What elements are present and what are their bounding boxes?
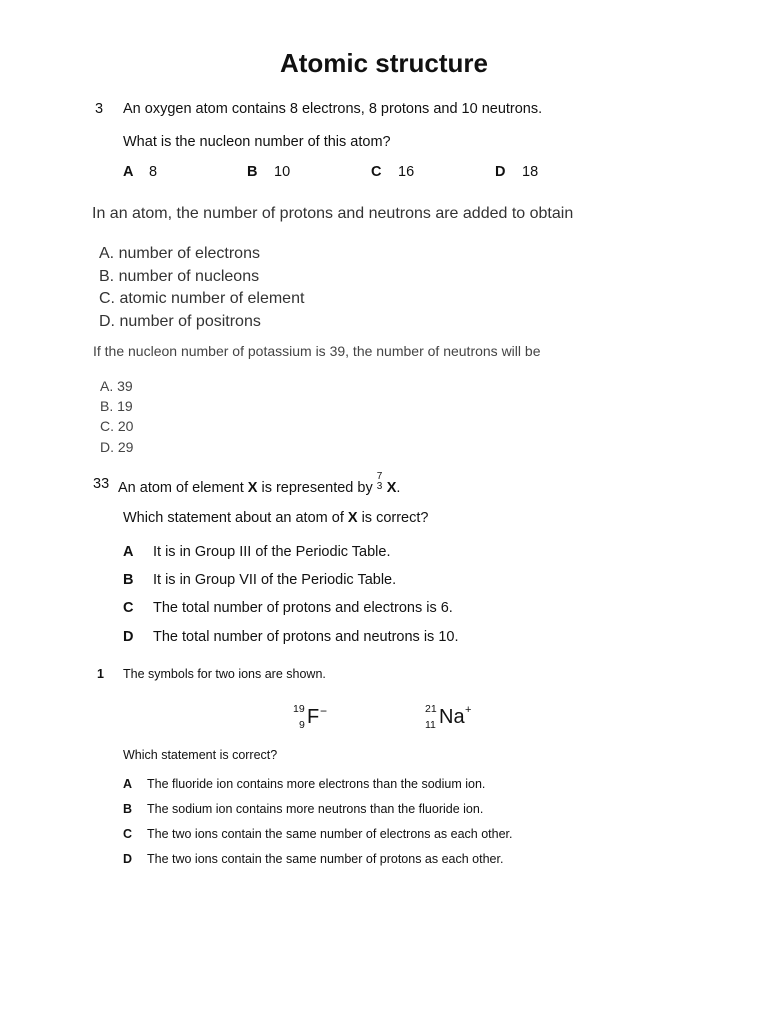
option-text: A. 39 — [100, 378, 133, 394]
option-text: The two ions contain the same number of protons as each other. — [147, 852, 504, 866]
option-text: D. 29 — [100, 439, 134, 455]
question-prompt: Which statement about an atom of X is correct? — [123, 510, 429, 526]
question-number: 33 — [93, 476, 110, 492]
sodium-ion-symbol: 21 11 Na + — [425, 703, 472, 731]
page-title: Atomic structure — [279, 48, 489, 78]
option-text: The fluoride ion contains more electrons than the sodium ion. — [147, 777, 486, 791]
option-letter: A — [123, 777, 133, 791]
option-letter: B — [123, 802, 133, 816]
option-text: The total number of protons and electrons is 6. — [153, 600, 453, 616]
option-text: C. 20 — [100, 418, 134, 434]
option-text: The sodium ion contains more neutrons than the fluoride ion. — [147, 802, 484, 816]
option-text: It is in Group III of the Periodic Table. — [153, 544, 391, 560]
option-text: The two ions contain the same number of electrons as each other. — [147, 827, 513, 841]
option-letter: C — [371, 164, 382, 180]
option-letter: D — [495, 164, 506, 180]
question-number: 3 — [95, 101, 104, 117]
option-text: 10 — [274, 164, 291, 180]
option-letter: C — [123, 600, 134, 616]
question-prompt: Which statement is correct? — [123, 748, 278, 762]
option-text: 18 — [522, 164, 539, 180]
option-letter: C — [123, 827, 133, 841]
option-text: 8 — [149, 164, 158, 180]
question-stem: The symbols for two ions are shown. — [123, 667, 326, 681]
option-text: C. atomic number of element — [99, 290, 305, 307]
option-text: B. 19 — [100, 398, 133, 414]
question-stem: An oxygen atom contains 8 electrons, 8 protons and 10 neutrons. — [123, 101, 543, 117]
option-letter: A — [123, 544, 134, 560]
option-letter: B — [123, 572, 134, 588]
option-letter: A — [123, 164, 134, 180]
question-stem: If the nucleon number of potassium is 39, the number of neutrons will be — [93, 343, 541, 359]
option-letter: B — [247, 164, 258, 180]
question-number: 1 — [97, 667, 104, 681]
option-text: D. number of positrons — [99, 313, 261, 330]
question-prompt: What is the nucleon number of this atom? — [123, 134, 391, 150]
option-text: A. number of electrons — [99, 245, 260, 262]
option-letter: D — [123, 629, 134, 645]
question-stem: In an atom, the number of protons and neutrons are added to obtain — [92, 205, 574, 222]
question-stem: An atom of element X is represented by 7 3 X. — [118, 471, 401, 496]
option-text: The total number of protons and neutrons is 10. — [153, 629, 459, 645]
option-letter: D — [123, 852, 133, 866]
option-text: B. number of nucleons — [99, 268, 260, 285]
option-text: It is in Group VII of the Periodic Table. — [153, 572, 397, 588]
isotope-notation: 7 3 — [376, 471, 383, 492]
fluoride-ion-symbol: 19 9 F − — [293, 703, 328, 731]
option-text: 16 — [398, 164, 415, 180]
